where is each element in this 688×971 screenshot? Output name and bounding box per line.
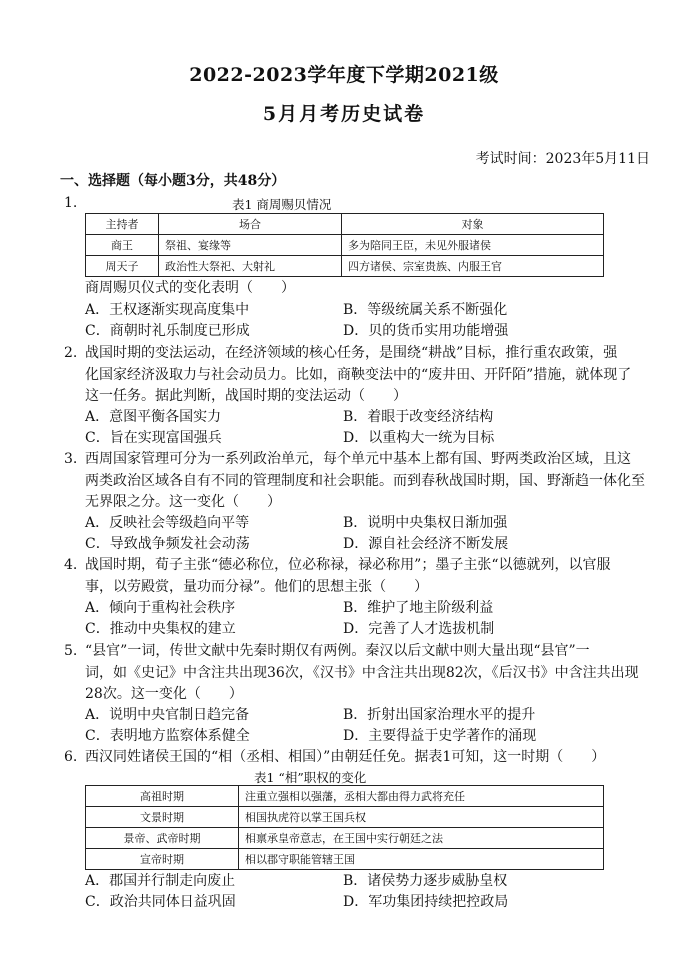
question-stem: 西周国家管理可分为一系列政治单元，每个单元中基本上都有国、野两类政治区域，且这 xyxy=(85,451,631,467)
table-header: 主持者 xyxy=(86,214,159,235)
option-c[interactable]: C．表明地方监察体系健全 xyxy=(85,728,250,744)
question-stem: 化国家经济汲取力与社会动员力。比如，商鞅变法中的“废井田、开阡陌”措施，就体现了 xyxy=(85,367,632,383)
option-c[interactable]: C．政治共同体日益巩固 xyxy=(85,894,236,910)
table-cell: 商王 xyxy=(86,235,159,256)
data-table xyxy=(85,213,604,277)
table-caption: 表1 “相”职权的变化 xyxy=(254,770,367,785)
question-stem: 28次。这一变化（ ） xyxy=(85,686,243,702)
option-b[interactable]: B．说明中央集权日渐加强 xyxy=(343,515,508,531)
option-b[interactable]: B．着眼于改变经济结构 xyxy=(343,409,494,425)
question-stem: “县官”一词，传世文献中先秦时期仅有两例。秦汉以后文献中则大量出现“县官”一 xyxy=(85,643,590,659)
question-stem: 无界限之分。这一变化（ ） xyxy=(85,494,281,510)
table-cell: 相禀承皇帝意志，在王国中实行朝廷之法 xyxy=(239,828,604,849)
question-stem: 战国时期，荀子主张“德必称位，位必称禄，禄必称用”；墨子主张“以德就列，以官服 xyxy=(85,557,611,573)
option-d[interactable]: D．以重构大一统为目标 xyxy=(343,430,495,446)
table-cell: 相国执虎符以掌王国兵权 xyxy=(239,807,604,828)
table-cell: 政治性大祭祀、大射礼 xyxy=(159,256,342,277)
table-header: 对象 xyxy=(342,214,604,235)
table-cell: 景帝、武帝时期 xyxy=(86,828,239,849)
option-b[interactable]: B．诸侯势力逐步威胁皇权 xyxy=(343,873,508,889)
question-stem: 词，如《史记》中含注共出现36次，《汉书》中含注共出现82次，《后汉书》中含注共出现 xyxy=(85,665,639,681)
table-header: 场合 xyxy=(159,214,342,235)
question-number: 6. xyxy=(64,749,78,765)
exam-time: 考试时间：2023年5月11日 xyxy=(475,151,650,167)
table-cell: 祭祖、宴缘等 xyxy=(159,235,342,256)
table-cell: 宣帝时期 xyxy=(86,849,239,870)
option-a[interactable]: A．王权逐渐实现高度集中 xyxy=(85,302,250,318)
table-cell: 四方诸侯、宗室贵族、内服王官 xyxy=(342,256,604,277)
question-stem: 商周赐贝仪式的变化表明（ ） xyxy=(85,280,295,296)
question-stem: 西汉同姓诸侯王国的“相（丞相、相国）”由朝廷任免。据表1可知，这一时期（ ） xyxy=(85,749,606,765)
table-cell: 多为陪同王臣，未见外服诸侯 xyxy=(342,235,604,256)
exam-subtitle: 5月月考历史试卷 xyxy=(262,103,426,125)
option-b[interactable]: B．等级统属关系不断强化 xyxy=(343,302,508,318)
question-stem: 两类政治区域各自有不同的管理制度和社会职能。而到春秋战国时期，国、野渐趋一体化至 xyxy=(85,473,645,489)
question-number: 3. xyxy=(64,451,78,467)
table-cell: 相以郡守职能管辖王国 xyxy=(239,849,604,870)
option-a[interactable]: A．说明中央官制日趋完备 xyxy=(85,707,250,723)
question-stem: 这一任务。据此判断，战国时期的变法运动（ ） xyxy=(85,388,407,404)
option-c[interactable]: C．商朝时礼乐制度已形成 xyxy=(85,323,250,339)
option-d[interactable]: D．主要得益于史学著作的涌现 xyxy=(343,728,537,744)
option-c[interactable]: C．推动中央集权的建立 xyxy=(85,621,236,637)
option-c[interactable]: C．导致战争频发社会动荡 xyxy=(85,536,250,552)
table-cell: 注重立强相以强藩，丞相大都由得力武将充任 xyxy=(239,786,604,807)
exam-title: 2022-2023学年度下学期2021级 xyxy=(189,64,499,86)
question-number: 4. xyxy=(64,557,78,573)
question-number: 5. xyxy=(64,643,78,659)
section-heading: 一、选择题（每小题3分，共48分） xyxy=(60,173,286,189)
data-table xyxy=(85,785,604,870)
table-cell: 周天子 xyxy=(86,256,159,277)
question-stem: 战国时期的变法运动，在经济领域的核心任务，是围绕“耕战”目标，推行重农政策，强 xyxy=(85,345,618,361)
option-c[interactable]: C．旨在实现富国强兵 xyxy=(85,430,222,446)
option-d[interactable]: D．贝的货币实用功能增强 xyxy=(343,323,509,339)
option-a[interactable]: A．反映社会等级趋向平等 xyxy=(85,515,250,531)
option-a[interactable]: A．意图平衡各国实力 xyxy=(85,409,222,425)
question-number: 2. xyxy=(64,345,78,361)
option-d[interactable]: D．源自社会经济不断发展 xyxy=(343,536,509,552)
table-cell: 高祖时期 xyxy=(86,786,239,807)
option-b[interactable]: B．维护了地主阶级利益 xyxy=(343,600,494,616)
table-cell: 文景时期 xyxy=(86,807,239,828)
question-number: 1. xyxy=(64,195,78,211)
option-b[interactable]: B．折射出国家治理水平的提升 xyxy=(343,707,536,723)
option-d[interactable]: D．完善了人才选拔机制 xyxy=(343,621,495,637)
option-a[interactable]: A．倾向于重构社会秩序 xyxy=(85,600,236,616)
option-a[interactable]: A．郡国并行制走向废止 xyxy=(85,873,236,889)
question-stem: 事，以劳殿赏，量功而分禄”。他们的思想主张（ ） xyxy=(85,579,429,595)
table-caption: 表1 商周赐贝情况 xyxy=(232,197,332,212)
option-d[interactable]: D．军功集团持续把控政局 xyxy=(343,894,509,910)
